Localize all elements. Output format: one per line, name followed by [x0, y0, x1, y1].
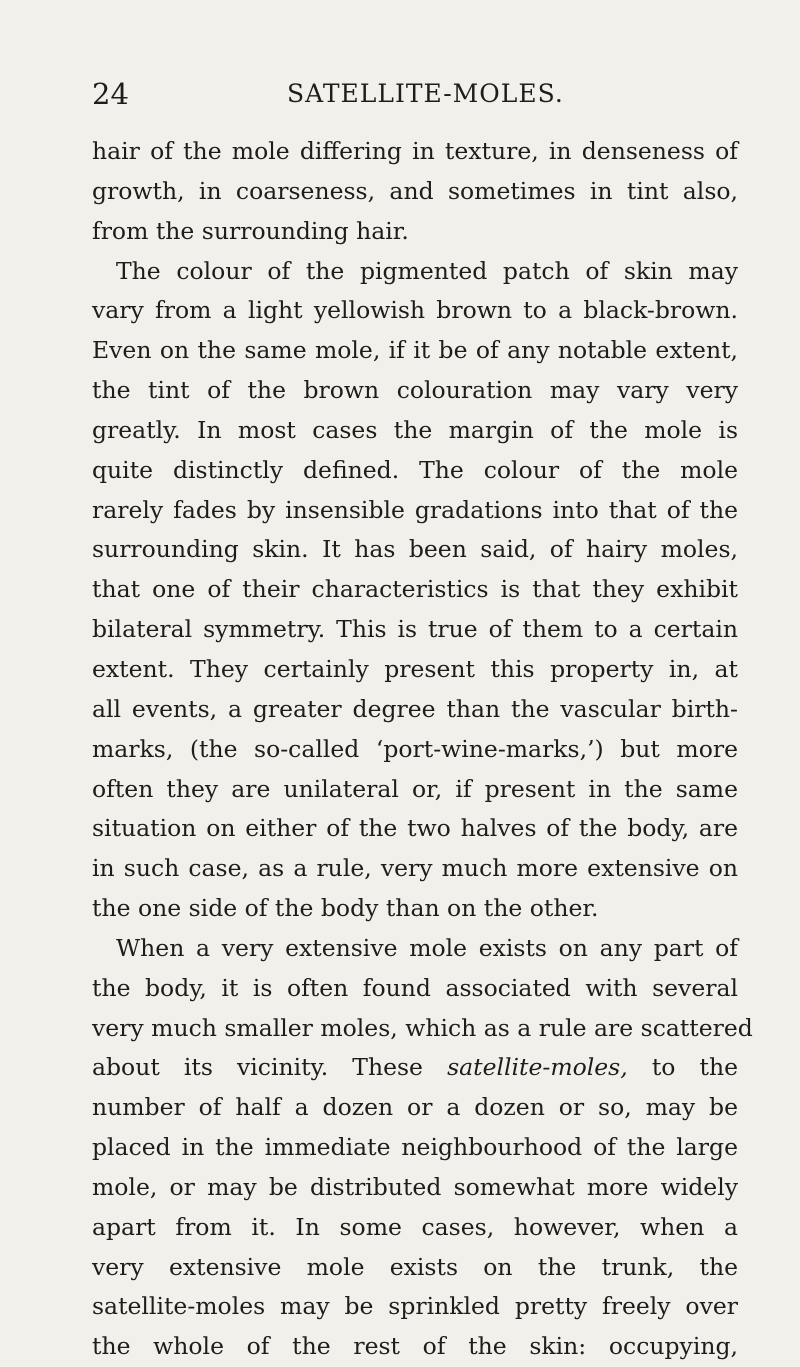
text-line: mole, or may be distributed somewhat more widely	[92, 1172, 738, 1201]
italic-term: satellite-moles,	[447, 1053, 628, 1082]
text-line-with-italic	[92, 1048, 738, 1088]
text-line: hair of the mole differing in texture, in denseness of	[92, 137, 738, 165]
text-line: marks, (the so-called ‘port-wine-marks,’) but more	[92, 734, 738, 763]
text-line: rarely fades by insensible gradations into that of the	[92, 495, 738, 524]
text-line: apart from it. In some cases, however, when a	[92, 1212, 738, 1241]
running-head	[92, 74, 752, 114]
text-line: growth, in coarseness, and sometimes in tint also,	[92, 176, 738, 205]
text-line: often they are unilateral or, if present in the same	[92, 774, 738, 803]
text-segment: about its vicinity. These	[92, 1053, 448, 1082]
text-segment: to the	[627, 1053, 738, 1082]
text-line: greatly. In most cases the margin of the mole is	[92, 415, 738, 444]
text-line: very much smaller moles, which as a rule are scattered	[92, 1013, 753, 1042]
text-line: vary from a light yellowish brown to a black-brown.	[92, 296, 738, 325]
text-line: bilateral symmetry. This is true of them to a certain	[92, 615, 738, 644]
text-line: satellite-moles may be sprinkled pretty freely over	[92, 1292, 738, 1321]
running-title: SATELLITE-MOLES.	[287, 79, 564, 108]
text-line: the one side of the body than on the other.	[92, 894, 599, 923]
text-line: very extensive mole exists on the trunk, the	[92, 1252, 738, 1281]
text-line: in such case, as a rule, very much more extensive on	[92, 854, 738, 883]
text-line: the whole of the rest of the skin: occupying,	[92, 1332, 738, 1361]
text-line: number of half a dozen or a dozen or so, may be	[92, 1093, 738, 1122]
text-line: from the surrounding hair.	[92, 216, 409, 245]
text-line: When a very extensive mole exists on any part of	[116, 933, 738, 962]
text-line: quite distinctly defined. The colour of the mole	[92, 455, 738, 484]
text-line: all events, a greater degree than the vascular birth-	[92, 694, 738, 723]
text-line: the tint of the brown colouration may vary very	[92, 376, 738, 405]
text-line: placed in the immediate neighbourhood of the large	[92, 1133, 738, 1162]
page-number: 24	[92, 77, 129, 111]
text-line: that one of their characteristics is that they exhibit	[92, 575, 738, 604]
text-line: extent. They certainly present this property in, at	[92, 654, 738, 683]
text-line: The colour of the pigmented patch of skin may	[116, 256, 738, 285]
text-line: Even on the same mole, if it be of any notable extent,	[92, 336, 738, 365]
body-text	[92, 132, 753, 1367]
text-line: surrounding skin. It has been said, of hairy moles,	[92, 535, 738, 564]
text-line: the body, it is often found associated with several	[92, 973, 738, 1002]
text-line: situation on either of the two halves of the body, are	[92, 814, 738, 843]
